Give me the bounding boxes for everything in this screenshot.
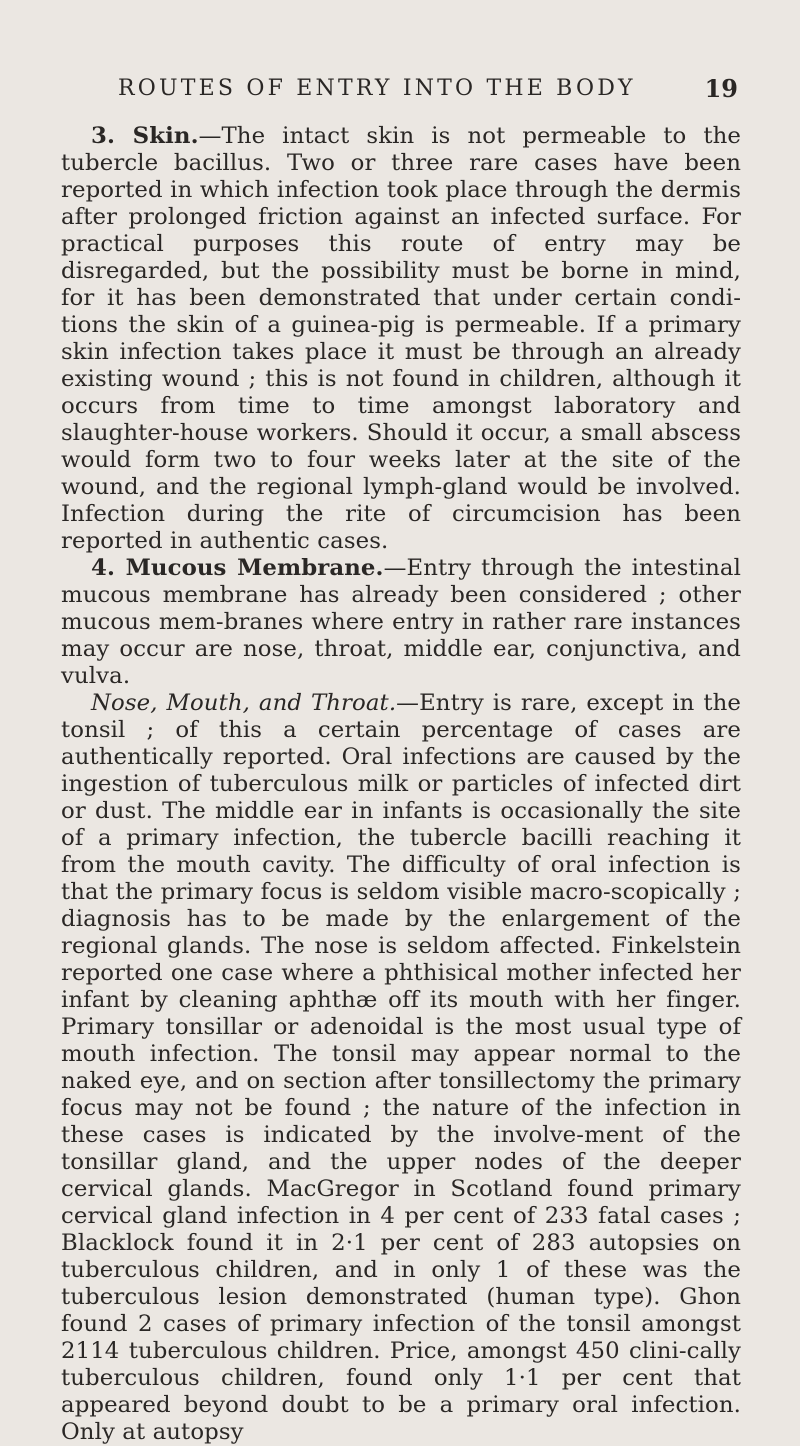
- section-heading-mucous-membrane: 4. Mucous Membrane.: [91, 555, 384, 581]
- paragraph-text: —Entry is rare, except in the tonsil ; of this a certain percentage of cases are authentically reported. Oral infections are caused by the ingestion of tuberculous milk or particles of infected dirt or dust. The middle ear in infants is occasionally the site of a primary infection, the tubercle bacilli reaching it from the mouth cavity. The difficulty of oral infection is that the primary focus is seldom visible macro-scopically ; diagnosis has to be made by the enlargement of the regional glands. The nose is seldom affected. Finkelstein reported one case where a phthisical mother infected her infant by cleaning aphthæ off its mouth with her finger. Primary tonsillar or adenoidal is the most usual type of mouth infection. The tonsil may appear normal to the naked eye, and on section after tonsillectomy the primary focus may not be found ; the nature of the infection in these cases is indicated by the involve-ment of the tonsillar gland, and the upper nodes of the deeper cervical glands. MacGregor in Scotland found primary cervical gland infection in 4 per cent of 233 fatal cases ; Blacklock found it in 2·1 per cent of 283 autopsies on tuberculous children, and in only 1 of these was the tuberculous lesion demonstrated (human type). Ghon found 2 cases of primary infection of the tonsil amongst 2114 tuberculous children. Price, amongst 450 clini-cally tuberculous children, found only 1·1 per cent that appeared beyond doubt to be a primary oral infection. Only at autopsy: [61, 690, 741, 1445]
- paragraph-mucous-membrane: [61, 555, 741, 690]
- subheading-nose-mouth-throat: Nose, Mouth, and Throat.: [91, 690, 397, 716]
- paragraph-skin: [61, 123, 741, 555]
- paragraph-text: —The intact skin is not permeable to the tubercle bacillus. Two or three rare cases have been reported in which infection took place through the dermis after prolonged friction against an infected surface. For practical purposes this route of entry may be disregarded, but the possibility must be borne in mind, for it has been demonstrated that under certain condi-tions the skin of a guinea-pig is permeable. If a primary skin infection takes place it must be through an already existing wound ; this is not found in children, although it occurs from time to time amongst laboratory and slaughter-house workers. Should it occur, a small abscess would form two to four weeks later at the site of the wound, and the regional lymph-gland would be involved. Infection during the rite of circumcision has been reported in authentic cases.: [61, 123, 741, 554]
- page-number: 19: [704, 74, 738, 103]
- running-header: ROUTES OF ENTRY INTO THE BODY: [118, 76, 636, 101]
- section-heading-skin: 3. Skin.: [91, 123, 199, 149]
- paragraph-text: —Entry through the intestinal mucous membrane has already been considered ; other mucous mem-branes where entry in rather rare instances may occur are nose, throat, middle ear, conjunctiva, and vulva.: [61, 555, 741, 689]
- body-text: [61, 123, 741, 1446]
- paragraph-nose-mouth-throat: [61, 690, 741, 1446]
